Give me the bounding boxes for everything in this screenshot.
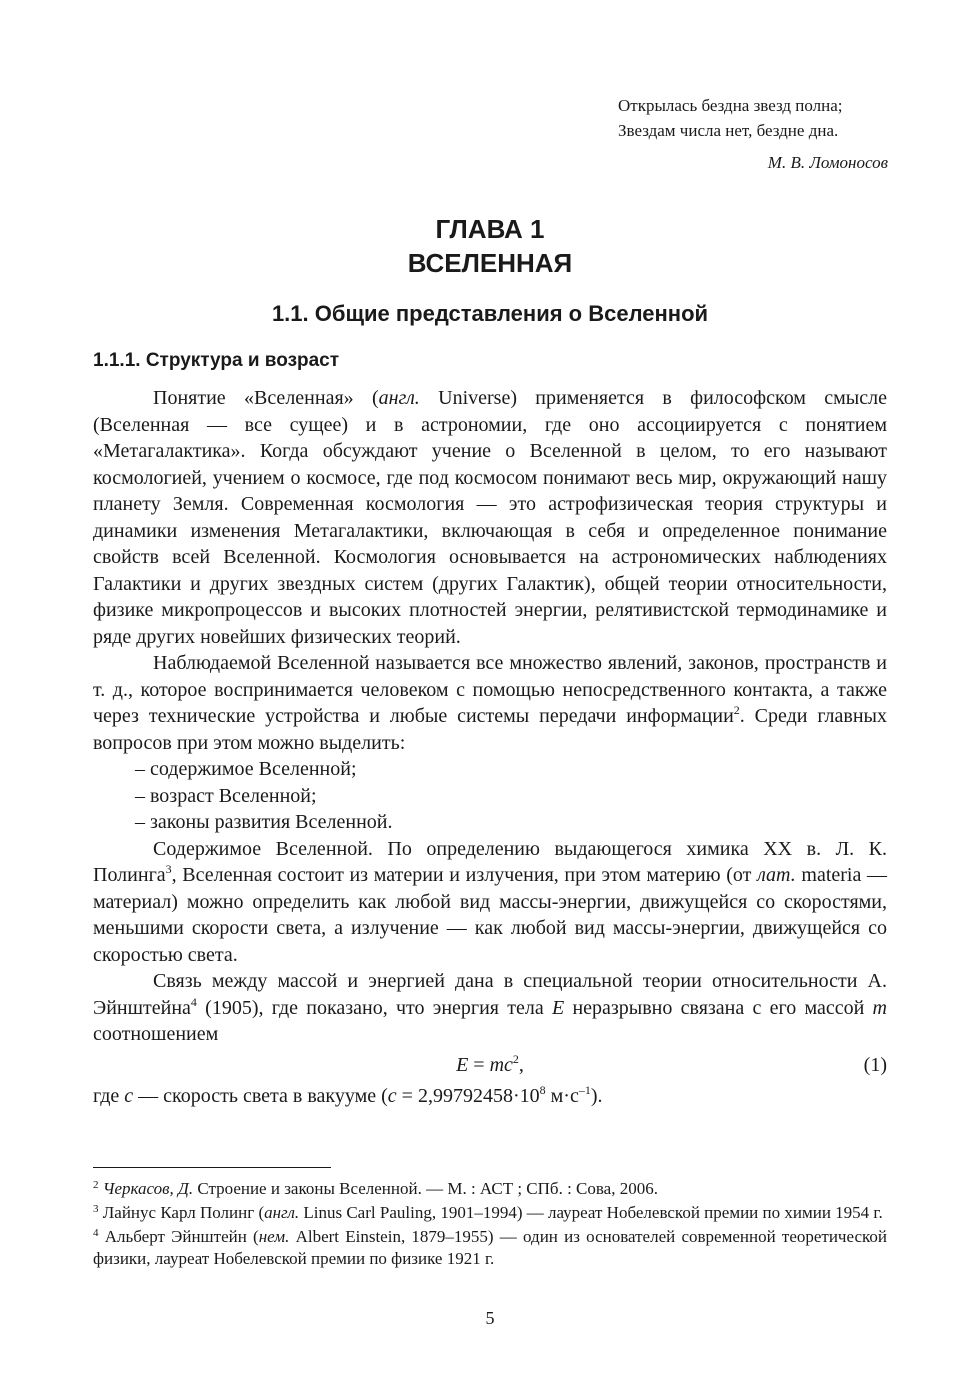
epigraph xyxy=(618,93,888,175)
math-variable: E xyxy=(456,1053,469,1076)
text-run: , Вселенная состоит из материи и излучения, при этом материю (от xyxy=(171,864,758,886)
text-run: Linus Carl Pauling, 1901–1994) — лауреат Нобелевской премии по химии 1954 г. xyxy=(299,1203,883,1222)
paragraph xyxy=(93,1083,887,1110)
text-run: соотношением xyxy=(93,1023,219,1045)
footnote-ref: 3 xyxy=(165,862,172,876)
epigraph-line: Открылась бездна звезд полна; xyxy=(618,96,843,115)
text-run: где xyxy=(93,1084,125,1107)
body-text xyxy=(93,385,887,1109)
math-variable: c xyxy=(387,1084,397,1107)
chapter-title: ВСЕЛЕННАЯ xyxy=(407,248,573,278)
section-title: 1.1. Общие представления о Вселенной xyxy=(271,301,709,326)
footnote-ref: 4 xyxy=(190,994,197,1009)
paragraph xyxy=(93,836,887,969)
text-run: м·с xyxy=(545,1084,579,1107)
text-run: materia — материал) можно определить как любой вид массы-энергии, движущейся со скоростями, меньшими скорости света, а излучение — как любой вид массы-энергии, движущейся со скоростью света. xyxy=(93,864,888,966)
paragraph xyxy=(93,968,887,1048)
abbreviation: лат. xyxy=(757,864,796,886)
chapter-number: ГЛАВА 1 xyxy=(435,214,545,244)
abbreviation: англ. xyxy=(264,1203,300,1222)
footnote-author: Черкасов, Д. xyxy=(102,1179,194,1198)
text-run: Связь между массой и энергией дана в специальной теории относительности А. Эйнштейна xyxy=(93,970,887,1019)
text-run: , xyxy=(518,1053,524,1076)
page-number: 5 xyxy=(485,1308,495,1328)
text-run: = xyxy=(468,1053,490,1076)
abbreviation: англ. xyxy=(378,387,420,409)
math-variable: m xyxy=(872,996,887,1019)
text-run: Строение и законы Вселенной. — М. : АСТ ; СПб. : Сова, 2006. xyxy=(193,1179,658,1198)
footnote xyxy=(93,1202,887,1224)
footnote-number: 3 xyxy=(93,1203,99,1215)
epigraph-line: Звездам числа нет, бездне дна. xyxy=(618,121,839,140)
paragraph xyxy=(93,650,887,756)
epigraph-author: М. В. Ломоносов xyxy=(767,153,888,172)
text-run: = 2,99792458·10 xyxy=(396,1084,540,1107)
list-item: – содержимое Вселенной; xyxy=(135,758,357,780)
footnote-divider xyxy=(93,1167,331,1168)
exponent: 8 xyxy=(539,1082,546,1097)
formula-number: (1) xyxy=(863,1053,887,1076)
text-run: Universe) применяется в философском смысле (Вселенная — все сущее) и в астрономии, где оно ассоциируется с понятием «Метагалактика». Когда обсуждают учение о Вселенной в целом, то его называют космологией, учением о космосе, где под космосом понимают весь мир, окружающий нашу планету Земля. Современная космология — это астрофизическая теория структуры и динамики изменения Метагалактики, включающая в себя и определенное понимание свойств всей Вселенной. Космология основывается на астрономических наблюдениях Галактики и других звездных систем (других Галактик), общей теории относительности, физике микропроцессов и высоких плотностей энергии, релятивистской термодинамике и ряде других новейших физических теорий. xyxy=(93,387,887,648)
exponent: –1 xyxy=(578,1082,591,1097)
footnote-ref: 2 xyxy=(733,703,740,717)
abbreviation: нем. xyxy=(258,1227,290,1246)
text-run: Наблюдаемой Вселенной называется все множество явлений, законов, пространств и т. д., которое воспринимается человеком с помощью непосредственного контакта, а также через технические устройства и любые системы передачи информации xyxy=(93,652,887,727)
text-run: Понятие «Вселенная» ( xyxy=(153,387,379,409)
footnote xyxy=(93,1226,887,1270)
formula xyxy=(93,1048,887,1083)
text-run: (1905), где показано, что энергия тела xyxy=(196,996,552,1019)
list-item: – возраст Вселенной; xyxy=(135,784,317,807)
subsection-title: 1.1.1. Структура и возраст xyxy=(93,350,340,371)
footnote-number: 4 xyxy=(93,1227,99,1239)
text-run: — скорость света в вакууме ( xyxy=(133,1084,388,1107)
footnotes xyxy=(93,1178,887,1272)
formula-expression xyxy=(93,1048,887,1083)
text-run: Содержимое Вселенной. По определению выдающегося химика XX в. Л. К. Полинга xyxy=(93,837,887,886)
math-variable: E xyxy=(551,996,565,1019)
text-run: Лайнус Карл Полинг ( xyxy=(98,1203,265,1222)
text-run: неразрывно связана с его массой xyxy=(564,996,873,1019)
exponent: 2 xyxy=(512,1051,519,1066)
text-run: ). xyxy=(590,1084,603,1107)
footnote xyxy=(93,1178,887,1200)
list-item: – законы развития Вселенной. xyxy=(135,811,393,833)
text-run: Альберт Эйнштейн ( xyxy=(98,1227,259,1246)
footnote-number: 2 xyxy=(93,1179,99,1191)
math-variable: c xyxy=(124,1084,134,1107)
paragraph xyxy=(93,385,887,650)
math-variable: mc xyxy=(489,1053,513,1076)
text-run: . Среди главных вопросов при этом можно выделить: xyxy=(93,705,887,754)
text-run: Albert Einstein, 1879–1955) — один из основателей современной теоретической физики, лауреат Нобелевской премии по физике 1921 г. xyxy=(93,1227,887,1268)
